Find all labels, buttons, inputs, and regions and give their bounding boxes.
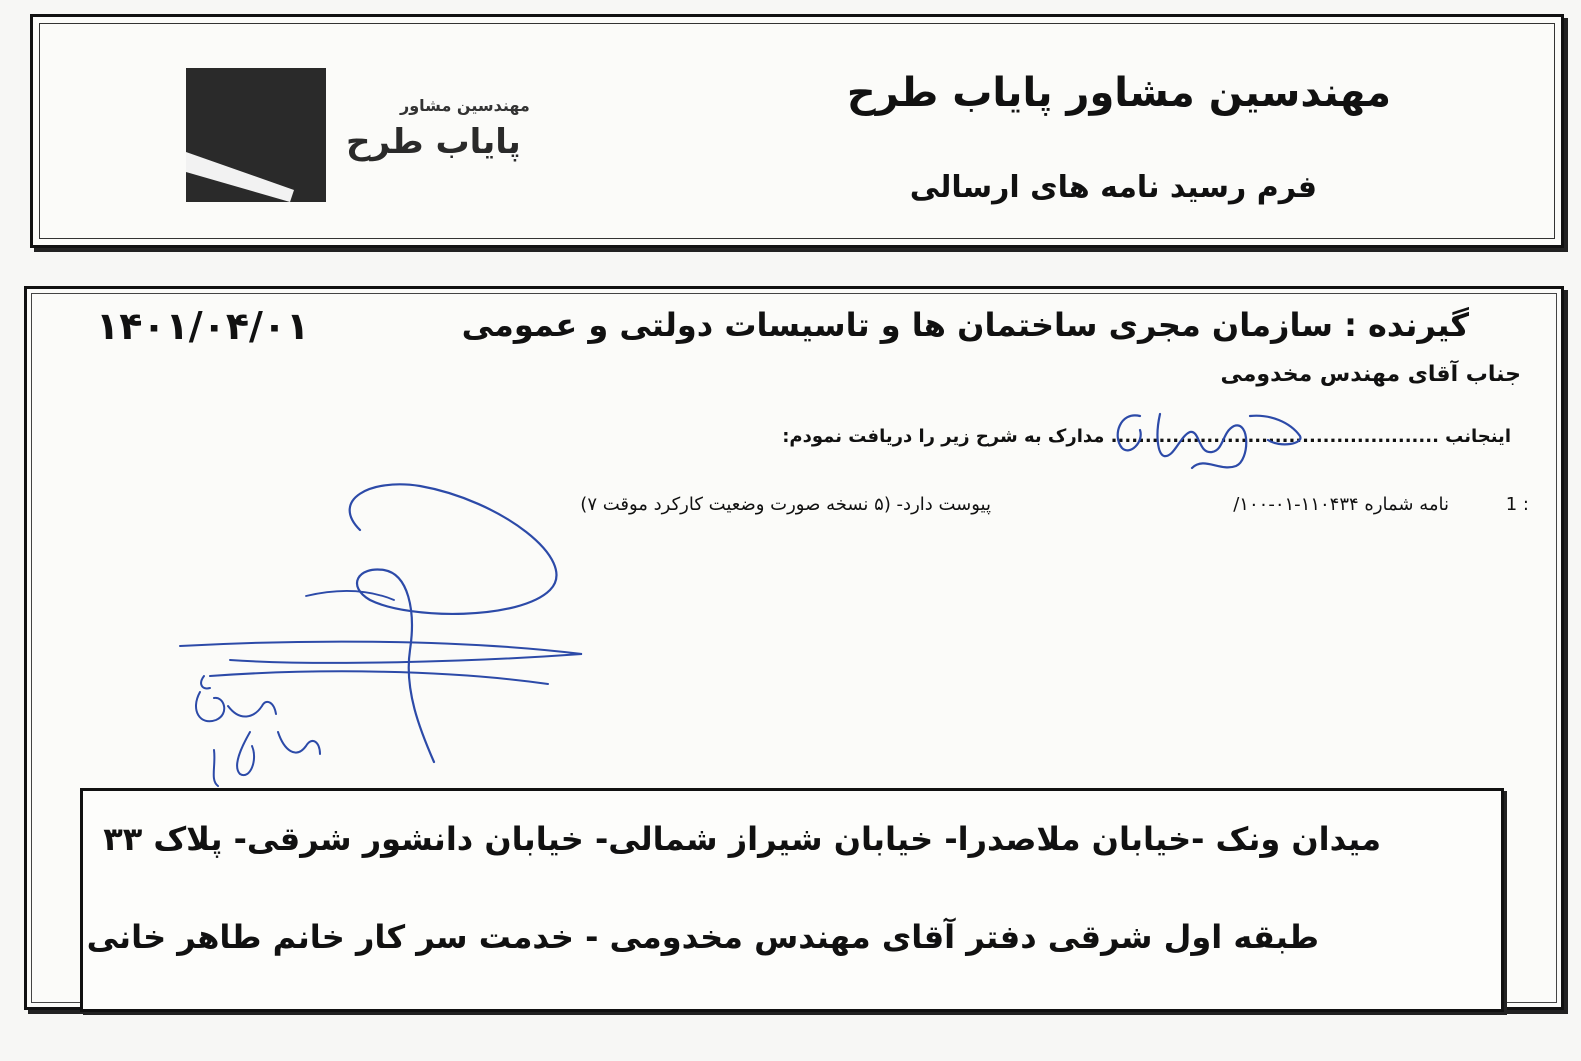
item-attachment-note: پیوست دارد- (۵ نسخه صورت وضعیت کارکرد موقت ۷): [580, 494, 991, 515]
approver-signature: [170, 470, 600, 790]
item-letter-reference: نامه شماره ۱۱۰۴۳۴-۰۱-۱۰۰/: [1233, 494, 1449, 515]
address-line-contact: طبقه اول شرقی دفتر آقای مهندس مخدومی - خدمت سر کار خانم طاهر خانی: [86, 918, 1319, 956]
company-logo: [186, 68, 326, 202]
recipient-line: گیرنده : سازمان مجری ساختمان ها و تاسیسات دولتی و عمومی: [461, 306, 1469, 344]
receipt-statement: اینجانب ................................................ مدارک به شرح زیر را دریافت نمودم:: [782, 426, 1511, 447]
attention-line: جناب آقای مهندس مخدومی: [1220, 362, 1521, 387]
letter-date: ۱۴۰۱/۰۴/۰۱: [96, 304, 310, 348]
item-number: 1 :: [1505, 494, 1529, 515]
address-line-street: میدان ونک -خیابان ملاصدرا- خیابان شیراز شمالی- خیابان دانشور شرقی- پلاک ۳۳: [103, 820, 1381, 858]
company-name: مهندسین مشاور پایاب طرح: [846, 70, 1391, 116]
logo-wordmark-main: پایاب طرح: [346, 122, 521, 162]
form-title: فرم رسید نامه های ارسالی: [909, 170, 1317, 205]
logo-wordmark-small: مهندسین مشاور: [400, 96, 530, 115]
receiver-name-signature: [1100, 396, 1320, 486]
logo-mark-icon: [186, 68, 326, 202]
